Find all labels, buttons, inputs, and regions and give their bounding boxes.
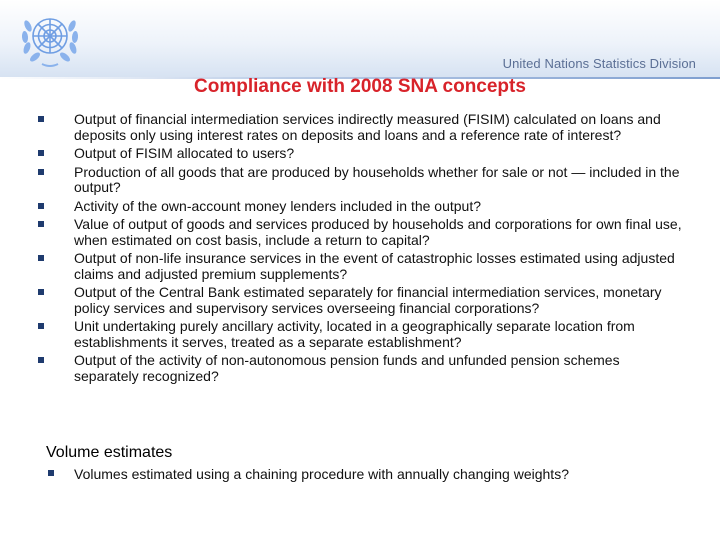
list-item xyxy=(38,217,688,248)
organization-name: United Nations Statistics Division xyxy=(502,56,696,71)
list-item-text: Unit undertaking purely ancillary activity, located in a geographically separate location from establishments it serves, treated as a separate establishment? xyxy=(74,318,635,350)
list-item-text: Output of the Central Bank estimated separately for financial intermediation services, monetary policy services and supervisory services overseeing financial corporations? xyxy=(74,284,662,316)
square-bullet-icon xyxy=(38,169,44,175)
list-item-text: Volumes estimated using a chaining procedure with annually changing weights? xyxy=(74,466,569,482)
concepts-list xyxy=(38,112,688,387)
square-bullet-icon xyxy=(38,221,44,227)
square-bullet-icon xyxy=(38,255,44,261)
list-item xyxy=(38,251,688,282)
list-item-text: Output of non-life insurance services in the event of catastrophic losses estimated using adjusted claims and adjusted premium supplements? xyxy=(74,250,675,282)
list-item xyxy=(38,319,688,350)
slide-title: Compliance with 2008 SNA concepts xyxy=(194,76,526,97)
square-bullet-icon xyxy=(38,289,44,295)
list-item-text: Production of all goods that are produced by households whether for sale or not — included in the output? xyxy=(74,163,680,195)
square-bullet-icon xyxy=(38,357,44,363)
list-item xyxy=(38,112,688,143)
square-bullet-icon xyxy=(48,470,54,476)
volume-estimates-heading: Volume estimates xyxy=(46,444,173,461)
list-item xyxy=(38,199,688,215)
list-item xyxy=(38,146,688,162)
list-item-text: Output of FISIM allocated to users? xyxy=(74,145,295,161)
list-item-text: Output of financial intermediation services indirectly measured (FISIM) calculated on loans and deposits only using interest rates on deposits and loans and a reference rate of interest? xyxy=(74,111,661,143)
list-item xyxy=(48,466,698,482)
square-bullet-icon xyxy=(38,323,44,329)
list-item-text: Activity of the own-account money lenders included in the output? xyxy=(74,197,482,214)
list-item xyxy=(38,353,688,384)
list-item xyxy=(38,285,688,316)
square-bullet-icon xyxy=(38,150,44,156)
square-bullet-icon xyxy=(38,203,44,209)
square-bullet-icon xyxy=(38,116,44,122)
list-item-text: Output of the activity of non-autonomous pension funds and unfunded pension schemes separately recognized? xyxy=(74,352,620,384)
list-item xyxy=(38,165,688,196)
un-emblem-icon xyxy=(14,6,86,72)
volume-list xyxy=(48,466,698,482)
list-item-text: Value of output of goods and services produced by households and corporations for own final use, when estimated on cost basis, include a return to capital? xyxy=(74,216,682,248)
